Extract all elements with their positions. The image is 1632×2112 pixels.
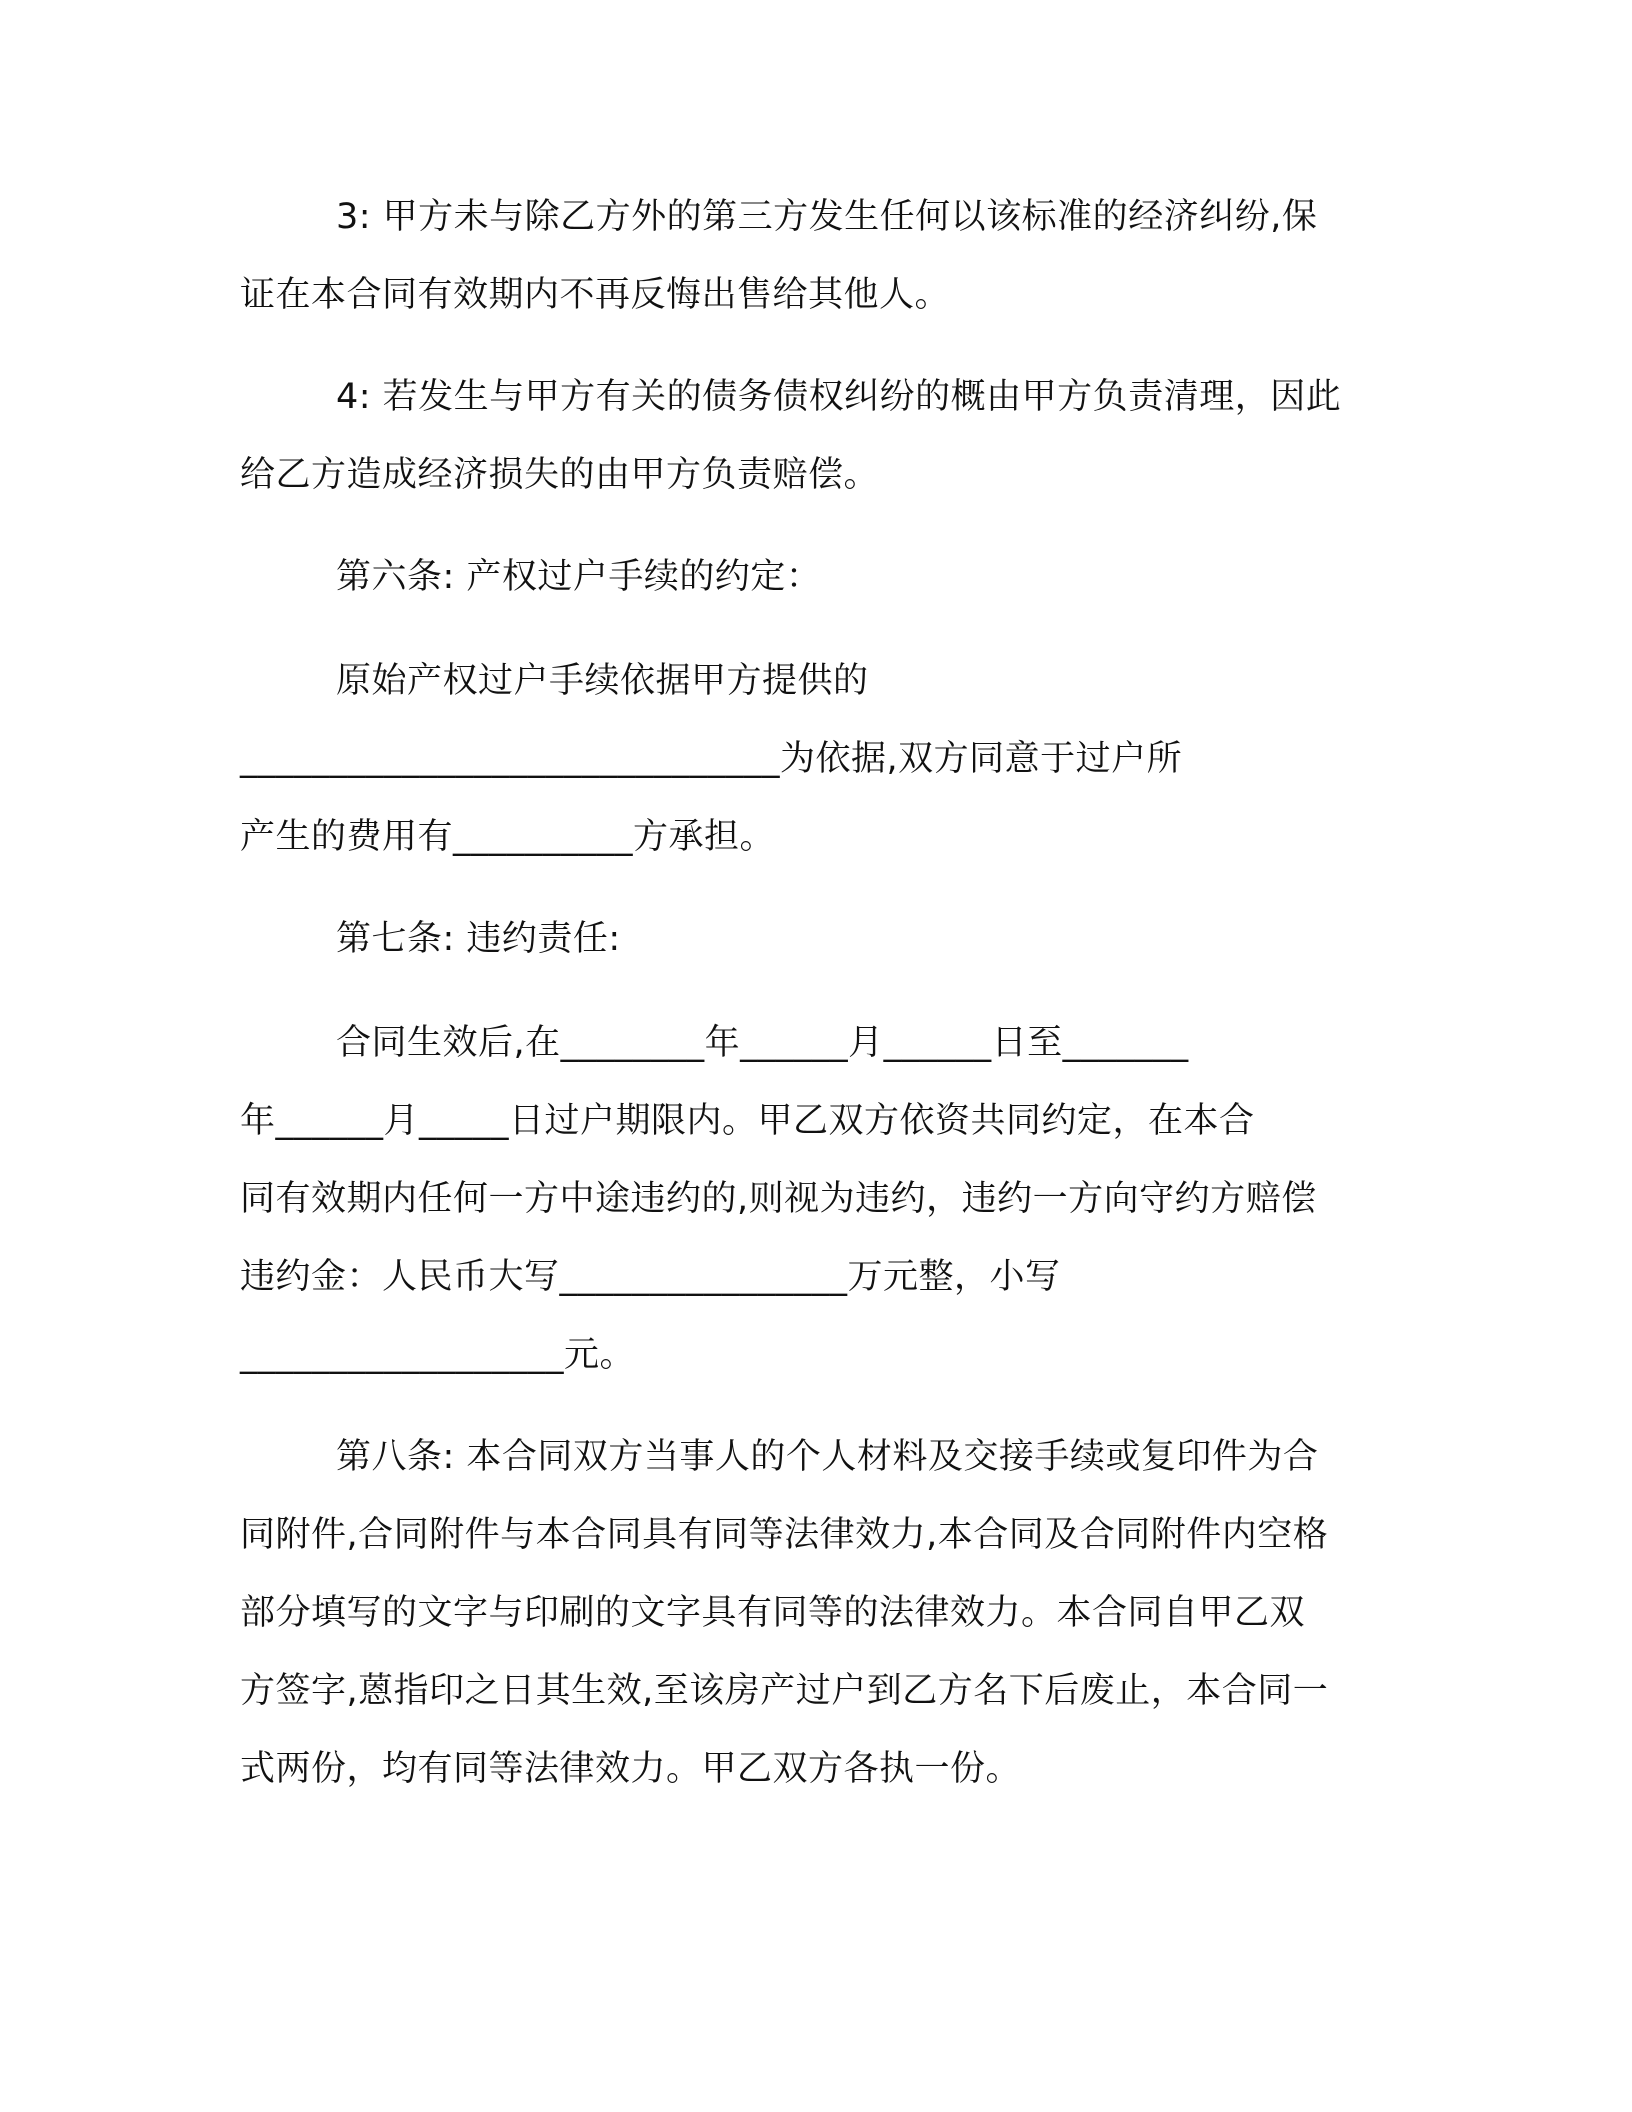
text-line: 4: 若发生与甲方有关的债务债权纠纷的概由甲方负责清理，因此 bbox=[336, 377, 1342, 417]
text-line: 同附件,合同附件与本合同具有同等法律效力,本合同及合同附件内空格 bbox=[240, 1515, 1329, 1555]
article-8-paragraph bbox=[240, 1418, 1390, 1808]
clause-4-paragraph bbox=[240, 358, 1390, 514]
article-6-heading bbox=[240, 538, 1390, 616]
text-line: 第七条: 违约责任: bbox=[336, 919, 621, 959]
text-line: 3: 甲方未与除乙方外的第三方发生任何以该标准的经济纠纷,保 bbox=[336, 197, 1318, 237]
text-line: 给乙方造成经济损失的由甲方负责赔偿。 bbox=[240, 455, 880, 495]
article-7-body bbox=[240, 1004, 1390, 1394]
text-line: ______________________________为依据,双方同意于过户所 bbox=[240, 739, 1183, 779]
text-line: 式两份，均有同等法律效力。甲乙双方各执一份。 bbox=[240, 1749, 1022, 1789]
text-line: 违约金：人民币大写________________万元整，小写 bbox=[240, 1257, 1061, 1297]
article-6-body bbox=[240, 642, 1390, 876]
text-line: 合同生效后,在________年______月______日至_______ bbox=[336, 1023, 1189, 1063]
text-line: __________________元。 bbox=[240, 1335, 636, 1375]
text-line: 原始产权过户手续依据甲方提供的 bbox=[336, 661, 869, 701]
text-line: 同有效期内任何一方中途违约的,则视为违约，违约一方向守约方赔偿 bbox=[240, 1179, 1317, 1219]
text-line: 证在本合同有效期内不再反悔出售给其他人。 bbox=[240, 275, 951, 315]
clause-3-paragraph bbox=[240, 178, 1390, 334]
text-line: 年______月_____日过户期限内。甲乙双方依资共同约定，在本合 bbox=[240, 1101, 1255, 1141]
text-line: 第八条: 本合同双方当事人的个人材料及交接手续或复印件为合 bbox=[336, 1437, 1319, 1477]
article-7-heading bbox=[240, 900, 1390, 978]
text-line: 部分填写的文字与印刷的文字具有同等的法律效力。本合同自甲乙双 bbox=[240, 1593, 1306, 1633]
text-line: 方签字,蒽指印之日其生效,至该房产过户到乙方名下后废止，本合同一 bbox=[240, 1671, 1329, 1711]
text-line: 第六条: 产权过户手续的约定： bbox=[336, 557, 822, 597]
text-line: 产生的费用有__________方承担。 bbox=[240, 817, 776, 857]
